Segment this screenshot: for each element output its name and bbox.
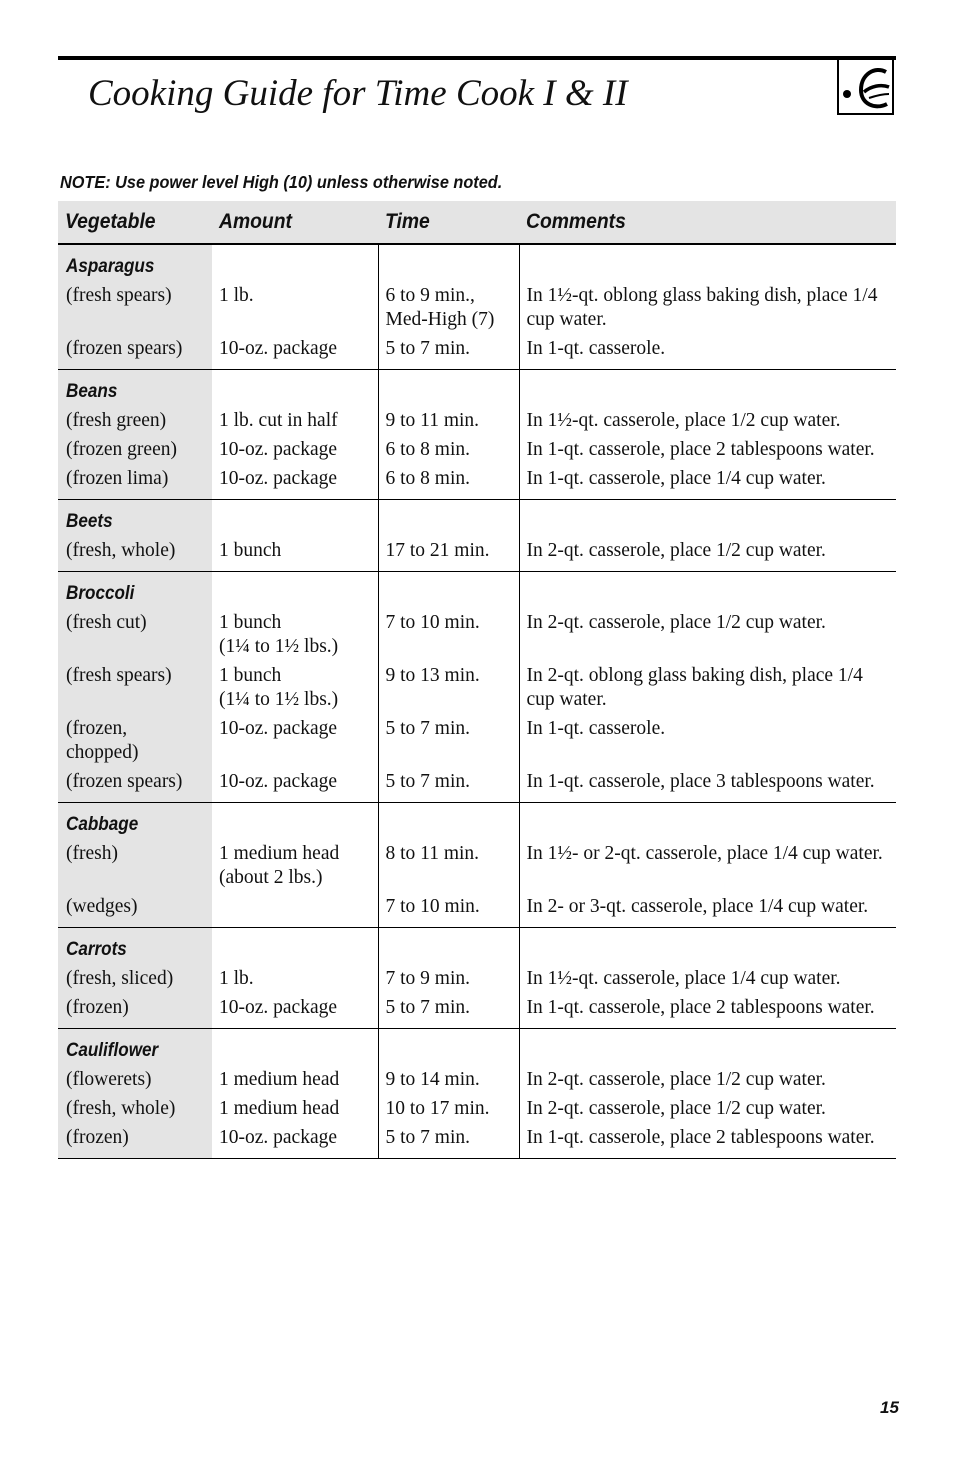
amount-cell: 1 lb. cut in half: [212, 404, 378, 433]
table-row: [58, 1121, 896, 1159]
vegetable-cell: (flowerets): [58, 1063, 212, 1092]
top-rule: [58, 56, 896, 60]
vegetable-cell: (frozen green): [58, 433, 212, 462]
comment-cell: In 2-qt. casserole, place 1/2 cup water.: [526, 1098, 826, 1119]
time-cell: 8 to 11 min.: [378, 837, 519, 890]
amount-cell: 1 lb.: [212, 279, 378, 332]
vegetable-group-name: Carrots: [58, 928, 212, 963]
vegetable-cell: (fresh spears): [58, 659, 212, 712]
comment-cell: In 2-qt. oblong glass baking dish, place 1/4 cup water.: [526, 665, 863, 710]
group-header-row: [58, 500, 896, 535]
amount-cell: 1 medium head (about 2 lbs.): [212, 837, 378, 890]
time-cell: 5 to 7 min.: [378, 991, 519, 1029]
comment-cell: In 2-qt. casserole, place 1/2 cup water.: [526, 1069, 826, 1090]
time-cell: 10 to 17 min.: [378, 1092, 519, 1121]
vegetable-cell: (fresh, whole): [58, 534, 212, 572]
power-level-note: NOTE: Use power level High (10) unless otherwise noted.: [60, 172, 503, 192]
comment-cell: In 2- or 3-qt. casserole, place 1/4 cup water.: [519, 890, 896, 928]
page-title: Cooking Guide for Time Cook I & II: [88, 73, 628, 114]
table-row: [58, 1063, 896, 1092]
table-row: [58, 332, 896, 370]
time-cell: 9 to 14 min.: [378, 1063, 519, 1092]
group-header-row: [58, 244, 896, 279]
header-time: Time: [378, 201, 519, 244]
vegetable-group-name: Broccoli: [58, 572, 212, 607]
amount-cell: 10-oz. package: [212, 991, 378, 1029]
comment-cell: In 1-qt. casserole.: [526, 718, 666, 739]
time-cell: 17 to 21 min.: [378, 534, 519, 572]
vegetable-cell: (wedges): [58, 890, 212, 928]
cooking-guide-table: [58, 201, 896, 1159]
vegetable-group-name: Asparagus: [58, 244, 212, 279]
table-row: [58, 404, 896, 433]
time-cell: 5 to 7 min.: [378, 765, 519, 803]
comment-cell: In 1½-qt. casserole, place 1/4 cup water.: [526, 968, 841, 989]
table-row: [58, 991, 896, 1029]
vegetable-cell: (frozen spears): [58, 332, 212, 370]
table-row: [58, 433, 896, 462]
comment-cell: In 1-qt. casserole, place 2 tablespoons water.: [519, 1121, 896, 1159]
time-cell: 9 to 13 min.: [378, 659, 519, 712]
group-header-row: [58, 928, 896, 963]
table-row: [58, 606, 896, 659]
amount-cell: 10-oz. package: [212, 462, 378, 500]
time-cell: 7 to 10 min.: [378, 606, 519, 659]
comment-cell: In 1½-qt. oblong glass baking dish, place 1/4 cup water.: [526, 285, 878, 330]
amount-cell: 10-oz. package: [212, 765, 378, 803]
table-row: [58, 837, 896, 890]
vegetable-group-name: Beets: [58, 500, 212, 535]
vegetable-cell: (fresh cut): [58, 606, 212, 659]
comment-cell: In 2-qt. casserole, place 1/2 cup water.: [519, 534, 896, 572]
amount-cell: 10-oz. package: [212, 1121, 378, 1159]
amount-cell: 1 medium head: [212, 1063, 378, 1092]
comment-cell: In 1-qt. casserole.: [519, 332, 896, 370]
amount-cell: [212, 890, 378, 928]
comment-cell: In 1-qt. casserole, place 3 tablespoons water.: [519, 765, 896, 803]
vegetable-cell: (frozen, chopped): [58, 712, 212, 765]
time-cell: 5 to 7 min.: [378, 712, 519, 765]
amount-cell: 1 lb.: [212, 962, 378, 991]
group-header-row: [58, 572, 896, 607]
time-cell: 6 to 8 min.: [378, 462, 519, 500]
header-vegetable: Vegetable: [58, 201, 212, 244]
table-row: [58, 279, 896, 332]
time-cell: 7 to 9 min.: [378, 962, 519, 991]
vegetable-group-name: Cauliflower: [58, 1029, 212, 1064]
vegetable-cell: (fresh green): [58, 404, 212, 433]
group-header-row: [58, 803, 896, 838]
table-row: [58, 462, 896, 500]
table-row: [58, 712, 896, 765]
vegetable-cell: (fresh, sliced): [58, 962, 212, 991]
amount-cell: 10-oz. package: [212, 433, 378, 462]
table-row: [58, 1092, 896, 1121]
vegetable-cell: (frozen): [58, 991, 212, 1029]
table-row: [58, 765, 896, 803]
group-header-row: [58, 1029, 896, 1064]
time-cell: 6 to 8 min.: [378, 433, 519, 462]
vegetable-group-name: Beans: [58, 370, 212, 405]
time-cell: 5 to 7 min.: [378, 1121, 519, 1159]
comment-cell: In 2-qt. casserole, place 1/2 cup water.: [526, 612, 826, 633]
time-cell: 6 to 9 min., Med-High (7): [378, 279, 519, 332]
vegetable-cell: (frozen lima): [58, 462, 212, 500]
table-row: [58, 890, 896, 928]
table-row: [58, 659, 896, 712]
ge-monogram-icon: [837, 60, 894, 115]
time-cell: 5 to 7 min.: [378, 332, 519, 370]
table-row: [58, 534, 896, 572]
amount-cell: 10-oz. package: [212, 332, 378, 370]
amount-cell: 1 bunch (1¼ to 1½ lbs.): [212, 606, 378, 659]
comment-cell: In 1-qt. casserole, place 2 tablespoons water.: [526, 439, 875, 460]
page-number: 15: [880, 1398, 899, 1417]
vegetable-cell: (fresh, whole): [58, 1092, 212, 1121]
comment-cell: In 1½-qt. casserole, place 1/2 cup water.: [526, 410, 841, 431]
vegetable-cell: (frozen): [58, 1121, 212, 1159]
time-cell: 7 to 10 min.: [378, 890, 519, 928]
header-comments: Comments: [519, 201, 896, 244]
comment-cell: In 1-qt. casserole, place 1/4 cup water.: [519, 462, 896, 500]
table-row: [58, 962, 896, 991]
comment-cell: In 1½- or 2-qt. casserole, place 1/4 cup water.: [526, 843, 883, 864]
amount-cell: 1 bunch (1¼ to 1½ lbs.): [212, 659, 378, 712]
group-header-row: [58, 370, 896, 405]
header-amount: Amount: [212, 201, 378, 244]
vegetable-cell: (frozen spears): [58, 765, 212, 803]
vegetable-group-name: Cabbage: [58, 803, 212, 838]
amount-cell: 10-oz. package: [212, 712, 378, 765]
amount-cell: 1 bunch: [212, 534, 378, 572]
comment-cell: In 1-qt. casserole, place 2 tablespoons water.: [519, 991, 896, 1029]
amount-cell: 1 medium head: [212, 1092, 378, 1121]
table-header-row: [58, 201, 896, 244]
vegetable-cell: (fresh): [58, 837, 212, 890]
vegetable-cell: (fresh spears): [58, 279, 212, 332]
time-cell: 9 to 11 min.: [378, 404, 519, 433]
